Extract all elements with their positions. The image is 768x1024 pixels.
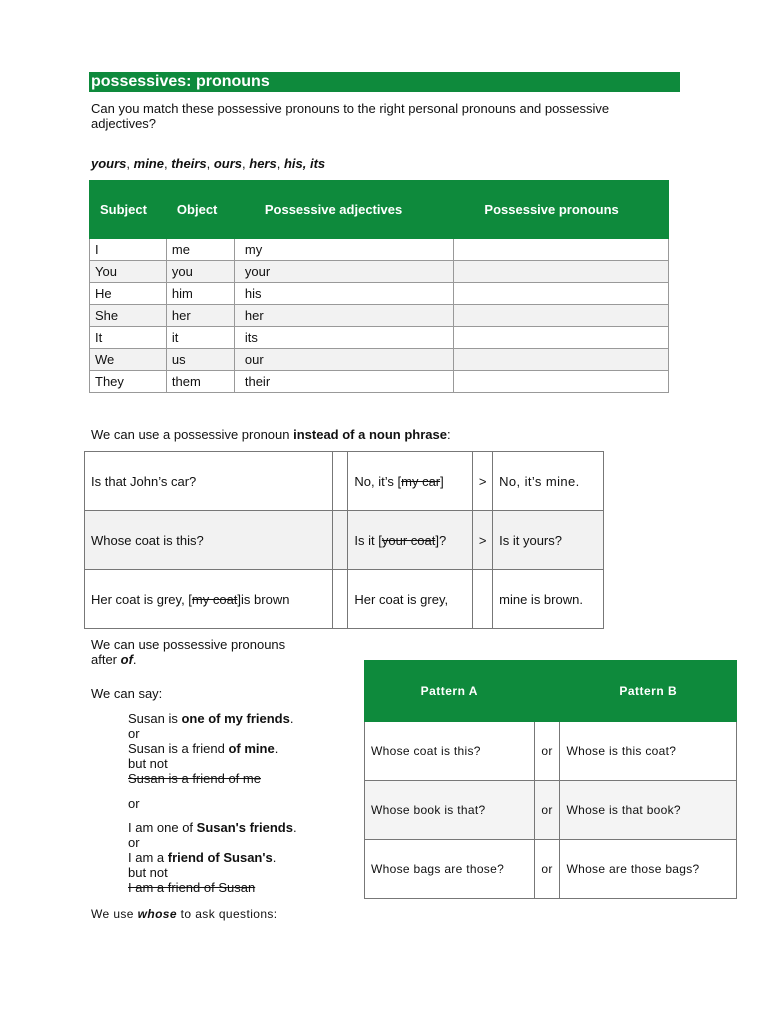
cell-subject: You [90, 261, 167, 283]
cell-pronoun[interactable] [454, 371, 669, 393]
incorrect-example: Susan is a friend of me [128, 771, 261, 786]
table-row [90, 305, 669, 327]
cell-object: me [166, 239, 234, 261]
ex-bold: friend of Susan's [167, 850, 273, 865]
ex-text: Susan is [128, 711, 182, 726]
spacer-cell [333, 570, 348, 629]
pattern-a-cell: Whose bags are those? [365, 840, 535, 899]
table-row [365, 781, 737, 840]
answer-text: Is it [ [354, 532, 382, 548]
struck-text: your coat [381, 532, 436, 548]
after-of-pre: after [91, 652, 121, 667]
example-5 [128, 850, 297, 865]
result-cell: No, it’s mine. [493, 452, 604, 511]
ex-text: Susan is a friend [128, 741, 229, 756]
word-mine: mine [133, 156, 164, 171]
or-cell: or [534, 840, 560, 899]
cell-adjective: her [234, 305, 454, 327]
table-row [90, 349, 669, 371]
cell-object: her [166, 305, 234, 327]
whose-text [91, 907, 278, 922]
header-pattern-a: Pattern A [365, 661, 535, 722]
pattern-a-cell: Whose book is that? [365, 781, 535, 840]
examples-block [128, 711, 297, 895]
ex-text: I am a [128, 850, 168, 865]
whose-pre: We use [91, 907, 138, 921]
table-header-row [90, 181, 669, 239]
word-his-its: his, its [283, 156, 326, 171]
table-header-row [365, 661, 737, 722]
ex-end: . [289, 711, 294, 726]
cell-object: us [166, 349, 234, 371]
intro-text: Can you match these possessive pronouns to the right personal pronouns and possessive adjectives? [91, 101, 610, 131]
cell-adjective: my [234, 239, 454, 261]
cell-pronoun[interactable] [454, 283, 669, 305]
word-yours: yours [91, 156, 127, 171]
but-not-text: but not [128, 756, 168, 771]
pattern-a-cell: Whose coat is this? [365, 722, 535, 781]
table-row [365, 840, 737, 899]
or-text: or [128, 726, 140, 741]
spacer-cell [333, 452, 348, 511]
incorrect-example: I am a friend of Susan [128, 880, 256, 895]
table-row [365, 722, 737, 781]
struck-text: my car [401, 473, 441, 489]
header-possessive-adjectives: Possessive adjectives [234, 181, 454, 239]
cell-subject: I [90, 239, 167, 261]
noun-phrase-intro [91, 427, 451, 442]
whose-word: whose [137, 907, 177, 921]
cell-adjective: our [234, 349, 454, 371]
result-cell: mine is brown. [493, 570, 604, 629]
question-text: Her coat is grey, [ [91, 591, 192, 607]
cell-adjective: your [234, 261, 454, 283]
ex-end: . [274, 741, 279, 756]
header-subject: Subject [90, 181, 167, 239]
header-pattern-b: Pattern B [560, 661, 737, 722]
table-row [90, 327, 669, 349]
answer-text-end: ]? [435, 532, 447, 548]
result-cell: Is it yours? [493, 511, 604, 570]
cell-pronoun[interactable] [454, 327, 669, 349]
table-row [90, 261, 669, 283]
pattern-b-cell: Whose is this coat? [560, 722, 737, 781]
ex-bold: of mine [228, 741, 275, 756]
cell-subject: He [90, 283, 167, 305]
pronoun-table [89, 180, 669, 393]
table-row [85, 452, 604, 511]
ex-text: I am one of [128, 820, 197, 835]
question-cell [85, 570, 333, 629]
answer-cell: Her coat is grey, [348, 570, 473, 629]
after-of-line2 [91, 652, 285, 667]
table-row [85, 511, 604, 570]
header-possessive-pronouns: Possessive pronouns [454, 181, 669, 239]
cell-pronoun[interactable] [454, 261, 669, 283]
cell-object: you [166, 261, 234, 283]
pattern-b-cell: Whose is that book? [560, 781, 737, 840]
example-2 [128, 741, 297, 756]
example-4 [128, 820, 297, 835]
ex-end: . [292, 820, 297, 835]
arrow-cell: > [473, 452, 493, 511]
cell-pronoun[interactable] [454, 349, 669, 371]
whose-post: to ask questions: [176, 907, 278, 921]
cell-object: them [166, 371, 234, 393]
table-row [90, 239, 669, 261]
but-not-text: but not [128, 865, 168, 880]
or-text: or [128, 796, 140, 811]
struck-text: my coat [191, 591, 238, 607]
noun-phrase-text: We can use a possessive pronoun [91, 427, 294, 442]
noun-phrase-bold: instead of a noun phrase [293, 427, 447, 442]
cell-subject: They [90, 371, 167, 393]
ex-bold: one of my friends [181, 711, 290, 726]
we-can-say: We can say: [91, 686, 163, 701]
or-cell: or [534, 722, 560, 781]
noun-phrase-colon: : [446, 427, 451, 442]
arrow-cell [473, 570, 493, 629]
table-row [85, 570, 604, 629]
word-ours: ours [213, 156, 243, 171]
example-1 [128, 711, 297, 726]
word-theirs: theirs [171, 156, 207, 171]
after-of-text [91, 637, 285, 667]
cell-subject: She [90, 305, 167, 327]
pattern-b-cell: Whose are those bags? [560, 840, 737, 899]
pattern-table [364, 660, 737, 899]
answer-text: No, it’s [ [354, 473, 402, 489]
answer-cell [348, 452, 473, 511]
ex-bold: Susan's friends [196, 820, 293, 835]
ex-end: . [272, 850, 277, 865]
cell-adjective: its [234, 327, 454, 349]
cell-adjective: their [234, 371, 454, 393]
cell-subject: We [90, 349, 167, 371]
or-text: or [128, 835, 140, 850]
word-hers: hers [249, 156, 277, 171]
answer-cell [348, 511, 473, 570]
header-object: Object [166, 181, 234, 239]
header-spacer [534, 661, 560, 722]
table-row [90, 371, 669, 393]
spacer [128, 811, 297, 820]
cell-adjective: his [234, 283, 454, 305]
cell-object: him [166, 283, 234, 305]
question-cell: Is that John’s car? [85, 452, 333, 511]
question-text-end: ]is brown [237, 591, 290, 607]
cell-pronoun[interactable] [454, 239, 669, 261]
answer-text-end: ] [440, 473, 444, 489]
spacer-cell [333, 511, 348, 570]
question-cell: Whose coat is this? [85, 511, 333, 570]
page-title: possessives: pronouns [89, 72, 680, 92]
word-list: yours, mine, theirs, ours, hers, his, its [91, 156, 326, 171]
table-row [90, 283, 669, 305]
noun-phrase-table [84, 451, 604, 629]
arrow-cell: > [473, 511, 493, 570]
spacer [128, 786, 297, 796]
cell-object: it [166, 327, 234, 349]
after-of-post: . [132, 652, 137, 667]
after-of-of: of [120, 652, 133, 667]
or-cell: or [534, 781, 560, 840]
cell-pronoun[interactable] [454, 305, 669, 327]
after-of-line1: We can use possessive pronouns [91, 637, 286, 652]
cell-subject: It [90, 327, 167, 349]
